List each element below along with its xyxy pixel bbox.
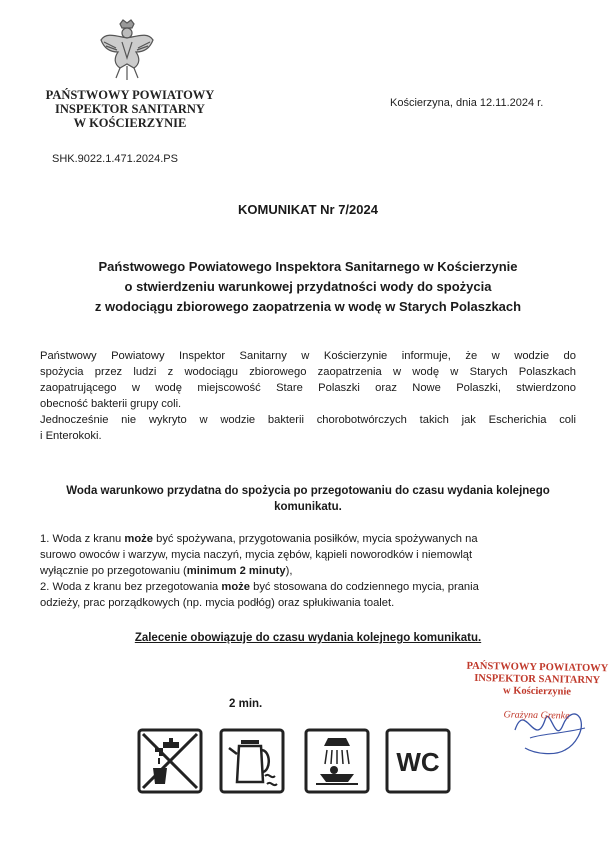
date-line: Kościerzyna, dnia 12.11.2024 r. xyxy=(390,97,544,109)
polish-eagle-emblem xyxy=(98,18,156,84)
subject-line-1: Państwowego Powiatowego Inspektora Sanitarnego w Kościerzynie xyxy=(98,259,518,274)
body-line: obecność bakterii grupy coli. xyxy=(40,398,182,410)
office-line-1: PAŃSTWOWY POWIATOWY xyxy=(45,88,215,102)
shower-bathing-icon xyxy=(304,728,370,794)
body-line: Państwowy Powiatowy Inspektor Sanitarny w Kościerzynie informuje, że w wodzie do xyxy=(40,350,576,362)
list-item-1-line-3 xyxy=(40,563,576,579)
notice-heading xyxy=(40,483,576,515)
emphasis: minimum 2 minuty xyxy=(186,565,286,577)
recommendation: Zalecenie obowiązuje do czasu wydania kolejnego komunikatu. xyxy=(134,632,482,644)
list-item-1-line-2: surowo owoców i warzyw, mycia naczyń, mycia zębów, kąpieli noworodków i niemowląt xyxy=(40,549,473,561)
text: być spożywana, przygotowania posiłków, mycia spożywanych na xyxy=(152,533,478,545)
emphasis: może xyxy=(124,533,153,545)
text: być stosowana do codziennego mycia, prania xyxy=(250,581,479,593)
document-title: KOMUNIKAT Nr 7/2024 xyxy=(238,202,378,217)
office-line-2: INSPEKTOR SANITARNY xyxy=(55,102,205,116)
wc-label: WC xyxy=(396,747,440,777)
stamp-line-1: PAŃSTWOWY POWIATOWY xyxy=(466,660,609,675)
stamp-line-3: w Kościerzynie xyxy=(502,685,572,698)
issuing-office xyxy=(30,88,230,130)
document-subject xyxy=(40,257,576,317)
text: ), xyxy=(285,565,293,577)
body-line: Jednocześnie nie wykryto w wodzie bakterii chorobotwórczych takich jak Escherichia coli xyxy=(40,414,576,426)
official-stamp xyxy=(461,661,612,724)
body-line: i Enterokoki. xyxy=(40,430,102,442)
text: 2. Woda z kranu bez przegotowania xyxy=(40,581,222,593)
emphasis: może xyxy=(221,581,250,593)
office-line-3: W KOŚCIERZYNIE xyxy=(73,116,187,130)
stamp-signatory: Grażyna Grenke xyxy=(503,709,570,722)
subject-line-2: o stwierdzeniu warunkowej przydatności wody do spożycia xyxy=(124,279,492,294)
notice-heading-line-2: komunikatu. xyxy=(274,501,342,513)
body-line: zaopatrującego w wodę miejscowość Stare Polaszki oraz Nowe Polaszki, stwierdzono xyxy=(40,382,576,394)
notice-heading-line-1: Woda warunkowo przydatna do spożycia po przegotowaniu do czasu wydania kolejnego xyxy=(66,485,550,497)
boil-time-label: 2 min. xyxy=(229,698,263,710)
wc-icon xyxy=(385,728,451,794)
list-item-2-line-2: odzieży, prac porządkowych (np. mycia podłóg) oraz spłukiwania toalet. xyxy=(40,597,395,609)
body-line: spożycia przez ludzi z wodociągu zbiorowego zaopatrzenia w wodę w Starych Polaszkach xyxy=(40,366,576,378)
text: 1. Woda z kranu xyxy=(40,533,125,545)
kettle-icon xyxy=(219,728,285,794)
body-text xyxy=(40,348,576,444)
text: wyłącznie po przegotowaniu ( xyxy=(40,565,187,577)
list-item-1 xyxy=(40,531,576,547)
subject-line-3: z wodociągu zbiorowego zaopatrzenia w wodę w Starych Polaszkach xyxy=(94,299,522,314)
reference-number: SHK.9022.1.471.2024.PS xyxy=(52,153,178,165)
no-tap-water-drinking-icon xyxy=(137,728,203,794)
stamp-line-2: INSPEKTOR SANITARNY xyxy=(474,672,601,687)
list-item-2 xyxy=(40,579,576,595)
instructions-list xyxy=(40,531,576,611)
